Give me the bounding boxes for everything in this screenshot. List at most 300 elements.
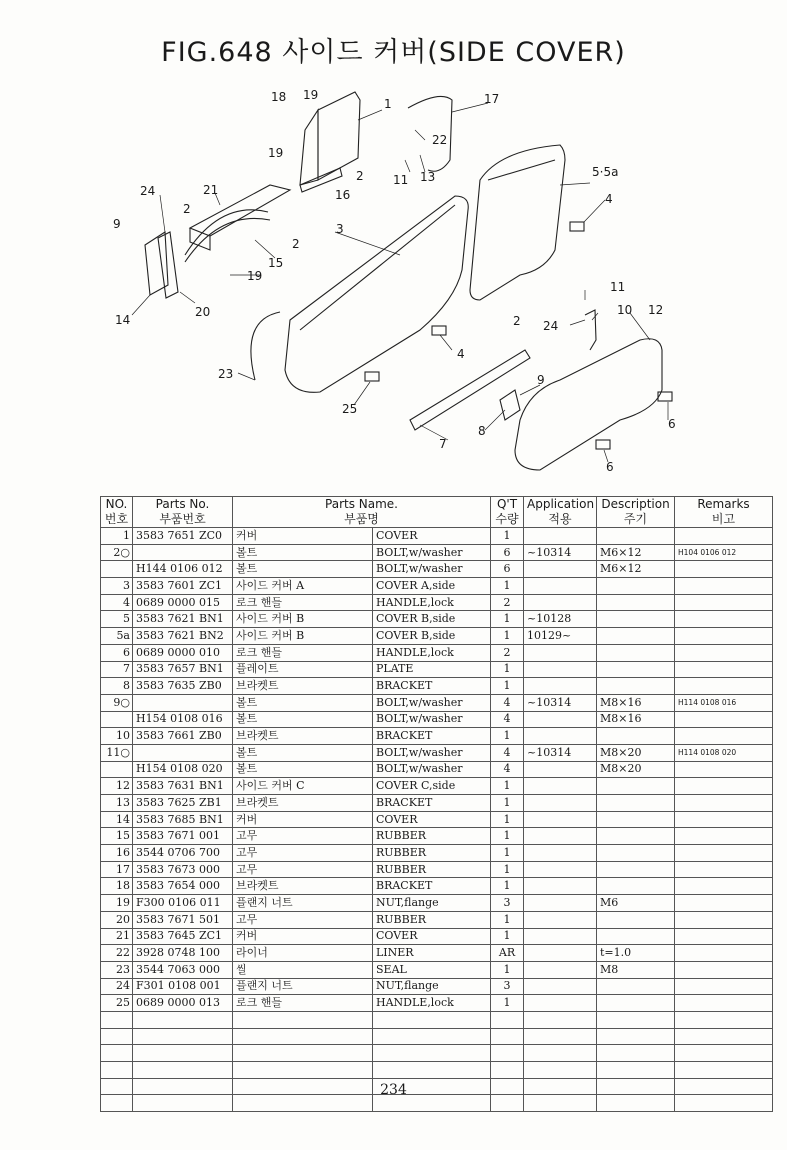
- description-cell: [597, 795, 675, 812]
- row-number-cell: 25: [101, 995, 133, 1012]
- blank-cell: [524, 1028, 597, 1045]
- blank-cell: [597, 1011, 675, 1028]
- table-row: [101, 878, 773, 895]
- blank-cell: [373, 1062, 491, 1079]
- parts-number-cell: 3583 7671 001: [133, 828, 233, 845]
- remarks-cell: [675, 961, 773, 978]
- name-english-cell: BRACKET: [373, 728, 491, 745]
- quantity-cell: 1: [491, 795, 524, 812]
- description-cell: [597, 911, 675, 928]
- application-cell: [524, 711, 597, 728]
- parts-number-cell: 3583 7654 000: [133, 878, 233, 895]
- parts-number-cell: 3583 7625 ZB1: [133, 795, 233, 812]
- header-description: Description 주기: [597, 497, 675, 528]
- callout-label: 10: [617, 303, 633, 317]
- callout-label: 2: [513, 314, 521, 328]
- table-row: [101, 961, 773, 978]
- part-rubber-15: [185, 210, 268, 255]
- name-korean-cell: 로크 핸들: [233, 594, 373, 611]
- quantity-cell: 1: [491, 728, 524, 745]
- name-korean-cell: 플랜지 너트: [233, 978, 373, 995]
- remarks-cell: [675, 795, 773, 812]
- remarks-cell: [675, 828, 773, 845]
- page-number: 234: [380, 1082, 407, 1098]
- application-cell: [524, 761, 597, 778]
- remarks-cell: [675, 895, 773, 912]
- remarks-cell: [675, 761, 773, 778]
- application-cell: [524, 678, 597, 695]
- description-cell: [597, 811, 675, 828]
- description-cell: [597, 995, 675, 1012]
- blank-cell: [675, 1045, 773, 1062]
- table-row: [101, 928, 773, 945]
- part-cover-1: [318, 92, 360, 180]
- row-number-cell: 15: [101, 828, 133, 845]
- name-korean-cell: 로크 핸들: [233, 644, 373, 661]
- name-english-cell: BRACKET: [373, 795, 491, 812]
- row-number-cell: 18: [101, 878, 133, 895]
- table-row: [101, 811, 773, 828]
- callout-label: 4: [605, 192, 613, 206]
- name-korean-cell: 사이드 커버 C: [233, 778, 373, 795]
- blank-row: [101, 1028, 773, 1045]
- table-row: [101, 528, 773, 545]
- parts-number-cell: [133, 744, 233, 761]
- remarks-cell: [675, 678, 773, 695]
- table-row: [101, 845, 773, 862]
- name-english-cell: COVER B,side: [373, 611, 491, 628]
- part-rubber-20: [158, 232, 178, 298]
- callout-label: 3: [336, 222, 344, 236]
- callout-label: 19: [247, 269, 263, 283]
- quantity-cell: 1: [491, 995, 524, 1012]
- name-english-cell: BRACKET: [373, 878, 491, 895]
- row-number-cell: 23: [101, 961, 133, 978]
- row-number-cell: 17: [101, 861, 133, 878]
- remarks-cell: [675, 811, 773, 828]
- row-number-cell: 19: [101, 895, 133, 912]
- blank-cell: [675, 1011, 773, 1028]
- header-qty: Q'T 수량: [491, 497, 524, 528]
- parts-number-cell: 3544 7063 000: [133, 961, 233, 978]
- callout-label: 9: [537, 373, 545, 387]
- quantity-cell: 1: [491, 928, 524, 945]
- parts-number-cell: 3583 7657 BN1: [133, 661, 233, 678]
- remarks-cell: [675, 945, 773, 962]
- part-handle-4a: [570, 222, 584, 231]
- application-cell: [524, 728, 597, 745]
- table-row: [101, 594, 773, 611]
- name-korean-cell: 브라켓트: [233, 678, 373, 695]
- blank-cell: [597, 1045, 675, 1062]
- table-row: [101, 945, 773, 962]
- parts-number-cell: 3583 7661 ZB0: [133, 728, 233, 745]
- name-english-cell: SEAL: [373, 961, 491, 978]
- quantity-cell: 1: [491, 611, 524, 628]
- name-korean-cell: 플랜지 너트: [233, 895, 373, 912]
- remarks-cell: [675, 928, 773, 945]
- parts-number-cell: [133, 694, 233, 711]
- quantity-cell: 1: [491, 961, 524, 978]
- remarks-cell: [675, 611, 773, 628]
- parts-number-cell: 3583 7621 BN1: [133, 611, 233, 628]
- callout-label: 19: [268, 146, 284, 160]
- application-cell: [524, 795, 597, 812]
- quantity-cell: 1: [491, 878, 524, 895]
- name-korean-cell: 볼트: [233, 761, 373, 778]
- name-korean-cell: 고무: [233, 845, 373, 862]
- callout-label: 24: [140, 184, 156, 198]
- remarks-cell: H114 0108 020: [675, 744, 773, 761]
- table-row: [101, 711, 773, 728]
- remarks-cell: [675, 644, 773, 661]
- application-cell: [524, 911, 597, 928]
- row-number-cell: 16: [101, 845, 133, 862]
- name-korean-cell: 로크 핸들: [233, 995, 373, 1012]
- application-cell: [524, 778, 597, 795]
- name-korean-cell: 고무: [233, 861, 373, 878]
- description-cell: [597, 928, 675, 945]
- blank-cell: [101, 1028, 133, 1045]
- callout-label: 2: [292, 237, 300, 251]
- row-number-cell: 22: [101, 945, 133, 962]
- blank-cell: [101, 1062, 133, 1079]
- remarks-cell: [675, 628, 773, 645]
- exploded-parts-diagram: [0, 80, 787, 480]
- application-cell: ~10314: [524, 544, 597, 561]
- description-cell: M8×16: [597, 711, 675, 728]
- quantity-cell: 2: [491, 644, 524, 661]
- table-row: [101, 644, 773, 661]
- description-cell: M6×12: [597, 561, 675, 578]
- remarks-cell: [675, 878, 773, 895]
- name-english-cell: COVER: [373, 928, 491, 945]
- name-english-cell: BOLT,w/washer: [373, 711, 491, 728]
- row-number-cell: 8: [101, 678, 133, 695]
- blank-cell: [524, 1062, 597, 1079]
- callout-label: 23: [218, 367, 234, 381]
- blank-cell: [491, 1045, 524, 1062]
- remarks-cell: [675, 711, 773, 728]
- row-number-cell: 10: [101, 728, 133, 745]
- part-handle-6b: [596, 440, 610, 449]
- quantity-cell: 4: [491, 694, 524, 711]
- application-cell: ~10314: [524, 694, 597, 711]
- application-cell: [524, 644, 597, 661]
- description-cell: M8×20: [597, 761, 675, 778]
- row-number-cell: 11○: [101, 744, 133, 761]
- quantity-cell: 4: [491, 711, 524, 728]
- blank-cell: [491, 1011, 524, 1028]
- parts-number-cell: 3544 0706 700: [133, 845, 233, 862]
- blank-cell: [373, 1045, 491, 1062]
- table-row: [101, 778, 773, 795]
- callout-label: 9: [113, 217, 121, 231]
- name-english-cell: BOLT,w/washer: [373, 694, 491, 711]
- application-cell: [524, 961, 597, 978]
- application-cell: ~10314: [524, 744, 597, 761]
- quantity-cell: 1: [491, 778, 524, 795]
- description-cell: M8×20: [597, 744, 675, 761]
- name-english-cell: BRACKET: [373, 678, 491, 695]
- row-number-cell: [101, 711, 133, 728]
- description-cell: [597, 594, 675, 611]
- parts-number-cell: H154 0108 016: [133, 711, 233, 728]
- parts-number-cell: 3583 7651 ZC0: [133, 528, 233, 545]
- application-cell: [524, 978, 597, 995]
- name-korean-cell: 플레이트: [233, 661, 373, 678]
- description-cell: [597, 661, 675, 678]
- quantity-cell: AR: [491, 945, 524, 962]
- callout-label: 22: [432, 133, 448, 147]
- quantity-cell: 1: [491, 911, 524, 928]
- quantity-cell: 1: [491, 578, 524, 595]
- parts-number-cell: 3583 7621 BN2: [133, 628, 233, 645]
- part-side-cover-c: [515, 339, 662, 470]
- remarks-cell: H114 0108 016: [675, 694, 773, 711]
- row-number-cell: 7: [101, 661, 133, 678]
- part-plate-7: [410, 350, 530, 430]
- parts-number-cell: 0689 0000 010: [133, 644, 233, 661]
- callout-label: 21: [203, 183, 219, 197]
- row-number-cell: 5a: [101, 628, 133, 645]
- callout-label: 14: [115, 313, 131, 327]
- description-cell: [597, 678, 675, 695]
- name-korean-cell: 커버: [233, 528, 373, 545]
- table-row: [101, 828, 773, 845]
- remarks-cell: H104 0106 012: [675, 544, 773, 561]
- application-cell: [524, 928, 597, 945]
- name-korean-cell: 브라켓트: [233, 878, 373, 895]
- blank-row: [101, 1062, 773, 1079]
- blank-cell: [491, 1028, 524, 1045]
- remarks-cell: [675, 528, 773, 545]
- table-row: [101, 561, 773, 578]
- callout-labels: [113, 88, 676, 474]
- header-parts-no: Parts No. 부품번호: [133, 497, 233, 528]
- callout-label: 4: [457, 347, 465, 361]
- table-row: [101, 744, 773, 761]
- table-row: [101, 728, 773, 745]
- callout-label: 2: [356, 169, 364, 183]
- quantity-cell: 1: [491, 828, 524, 845]
- row-number-cell: 9○: [101, 694, 133, 711]
- remarks-cell: [675, 978, 773, 995]
- description-cell: M6×12: [597, 544, 675, 561]
- description-cell: [597, 644, 675, 661]
- header-parts-name: Parts Name. 부품명: [233, 497, 491, 528]
- part-side-cover-a: [285, 196, 468, 392]
- row-number-cell: [101, 761, 133, 778]
- name-korean-cell: 볼트: [233, 694, 373, 711]
- name-english-cell: BOLT,w/washer: [373, 761, 491, 778]
- callout-label: 16: [335, 188, 351, 202]
- row-number-cell: 24: [101, 978, 133, 995]
- parts-number-cell: 3583 7631 BN1: [133, 778, 233, 795]
- name-korean-cell: 고무: [233, 911, 373, 928]
- blank-cell: [373, 1028, 491, 1045]
- callout-label: 11: [393, 173, 409, 187]
- application-cell: [524, 878, 597, 895]
- figure-title: FIG.648 사이드 커버(SIDE COVER): [161, 37, 626, 68]
- part-drawings: [132, 92, 672, 470]
- table-row: [101, 678, 773, 695]
- blank-cell: [233, 1062, 373, 1079]
- callout-label: 12: [648, 303, 664, 317]
- quantity-cell: 2: [491, 594, 524, 611]
- parts-table-body: [101, 528, 773, 1112]
- name-korean-cell: 브라켓트: [233, 795, 373, 812]
- name-korean-cell: 씰: [233, 961, 373, 978]
- row-number-cell: 3: [101, 578, 133, 595]
- row-number-cell: 12: [101, 778, 133, 795]
- application-cell: [524, 845, 597, 862]
- table-row: [101, 611, 773, 628]
- remarks-cell: [675, 661, 773, 678]
- remarks-cell: [675, 778, 773, 795]
- blank-cell: [597, 1028, 675, 1045]
- callout-label: 20: [195, 305, 211, 319]
- name-english-cell: RUBBER: [373, 845, 491, 862]
- description-cell: [597, 845, 675, 862]
- part-handle-25: [365, 372, 379, 381]
- parts-number-cell: F300 0106 011: [133, 895, 233, 912]
- application-cell: [524, 828, 597, 845]
- name-english-cell: LINER: [373, 945, 491, 962]
- parts-number-cell: [133, 544, 233, 561]
- name-english-cell: COVER C,side: [373, 778, 491, 795]
- callout-label: 6: [668, 417, 676, 431]
- part-side-cover-b: [470, 145, 565, 300]
- blank-cell: [133, 1028, 233, 1045]
- parts-number-cell: 0689 0000 015: [133, 594, 233, 611]
- name-english-cell: BOLT,w/washer: [373, 561, 491, 578]
- description-cell: M8: [597, 961, 675, 978]
- name-english-cell: BOLT,w/washer: [373, 744, 491, 761]
- name-korean-cell: 볼트: [233, 744, 373, 761]
- name-english-cell: RUBBER: [373, 911, 491, 928]
- name-english-cell: PLATE: [373, 661, 491, 678]
- blank-cell: [491, 1062, 524, 1079]
- parts-number-cell: 3583 7671 501: [133, 911, 233, 928]
- parts-number-cell: 3583 7601 ZC1: [133, 578, 233, 595]
- quantity-cell: 1: [491, 528, 524, 545]
- application-cell: [524, 528, 597, 545]
- name-english-cell: HANDLE,lock: [373, 995, 491, 1012]
- name-korean-cell: 사이드 커버 B: [233, 611, 373, 628]
- parts-number-cell: 3583 7635 ZB0: [133, 678, 233, 695]
- callout-label: 8: [478, 424, 486, 438]
- part-handle-4b: [432, 326, 446, 335]
- callout-label: 24: [543, 319, 559, 333]
- blank-row: [101, 1045, 773, 1062]
- parts-number-cell: 3928 0748 100: [133, 945, 233, 962]
- callout-label: 5·5a: [592, 165, 619, 179]
- quantity-cell: 4: [491, 744, 524, 761]
- quantity-cell: 3: [491, 895, 524, 912]
- name-english-cell: COVER A,side: [373, 578, 491, 595]
- table-row: [101, 911, 773, 928]
- quantity-cell: 1: [491, 845, 524, 862]
- description-cell: M8×16: [597, 694, 675, 711]
- row-number-cell: 2○: [101, 544, 133, 561]
- blank-cell: [233, 1011, 373, 1028]
- name-english-cell: RUBBER: [373, 861, 491, 878]
- blank-cell: [233, 1028, 373, 1045]
- description-cell: [597, 611, 675, 628]
- blank-cell: [373, 1011, 491, 1028]
- blank-row: [101, 1011, 773, 1028]
- callout-label: 19: [303, 88, 319, 102]
- application-cell: [524, 995, 597, 1012]
- parts-number-cell: H154 0108 020: [133, 761, 233, 778]
- application-cell: [524, 594, 597, 611]
- table-row: [101, 694, 773, 711]
- blank-cell: [101, 1045, 133, 1062]
- part-bracket-10: [585, 310, 596, 350]
- row-number-cell: 21: [101, 928, 133, 945]
- part-seal-23: [251, 312, 280, 380]
- quantity-cell: 1: [491, 811, 524, 828]
- quantity-cell: 1: [491, 661, 524, 678]
- description-cell: [597, 778, 675, 795]
- name-english-cell: NUT,flange: [373, 978, 491, 995]
- application-cell: [524, 895, 597, 912]
- description-cell: [597, 828, 675, 845]
- header-remarks: Remarks 비고: [675, 497, 773, 528]
- application-cell: [524, 661, 597, 678]
- row-number-cell: 5: [101, 611, 133, 628]
- description-cell: [597, 628, 675, 645]
- callout-label: 25: [342, 402, 358, 416]
- row-number-cell: 1: [101, 528, 133, 545]
- callout-label: 7: [439, 437, 447, 451]
- callout-label: 11: [610, 280, 626, 294]
- blank-cell: [133, 1062, 233, 1079]
- parts-number-cell: F301 0108 001: [133, 978, 233, 995]
- quantity-cell: 4: [491, 761, 524, 778]
- row-number-cell: 4: [101, 594, 133, 611]
- quantity-cell: 3: [491, 978, 524, 995]
- description-cell: [597, 978, 675, 995]
- blank-cell: [133, 1045, 233, 1062]
- remarks-cell: [675, 995, 773, 1012]
- description-cell: [597, 878, 675, 895]
- name-english-cell: RUBBER: [373, 828, 491, 845]
- parts-number-cell: H144 0106 012: [133, 561, 233, 578]
- name-korean-cell: 볼트: [233, 711, 373, 728]
- quantity-cell: 1: [491, 861, 524, 878]
- description-cell: [597, 578, 675, 595]
- name-korean-cell: 볼트: [233, 561, 373, 578]
- quantity-cell: 6: [491, 544, 524, 561]
- name-korean-cell: 커버: [233, 928, 373, 945]
- name-korean-cell: 브라켓트: [233, 728, 373, 745]
- remarks-cell: [675, 561, 773, 578]
- description-cell: t=1.0: [597, 945, 675, 962]
- table-row: [101, 661, 773, 678]
- blank-cell: [597, 1062, 675, 1079]
- table-row: [101, 978, 773, 995]
- row-number-cell: 6: [101, 644, 133, 661]
- application-cell: [524, 811, 597, 828]
- description-cell: [597, 861, 675, 878]
- callout-label: 18: [271, 90, 287, 104]
- remarks-cell: [675, 911, 773, 928]
- row-number-cell: 14: [101, 811, 133, 828]
- name-korean-cell: 사이드 커버 A: [233, 578, 373, 595]
- application-cell: [524, 578, 597, 595]
